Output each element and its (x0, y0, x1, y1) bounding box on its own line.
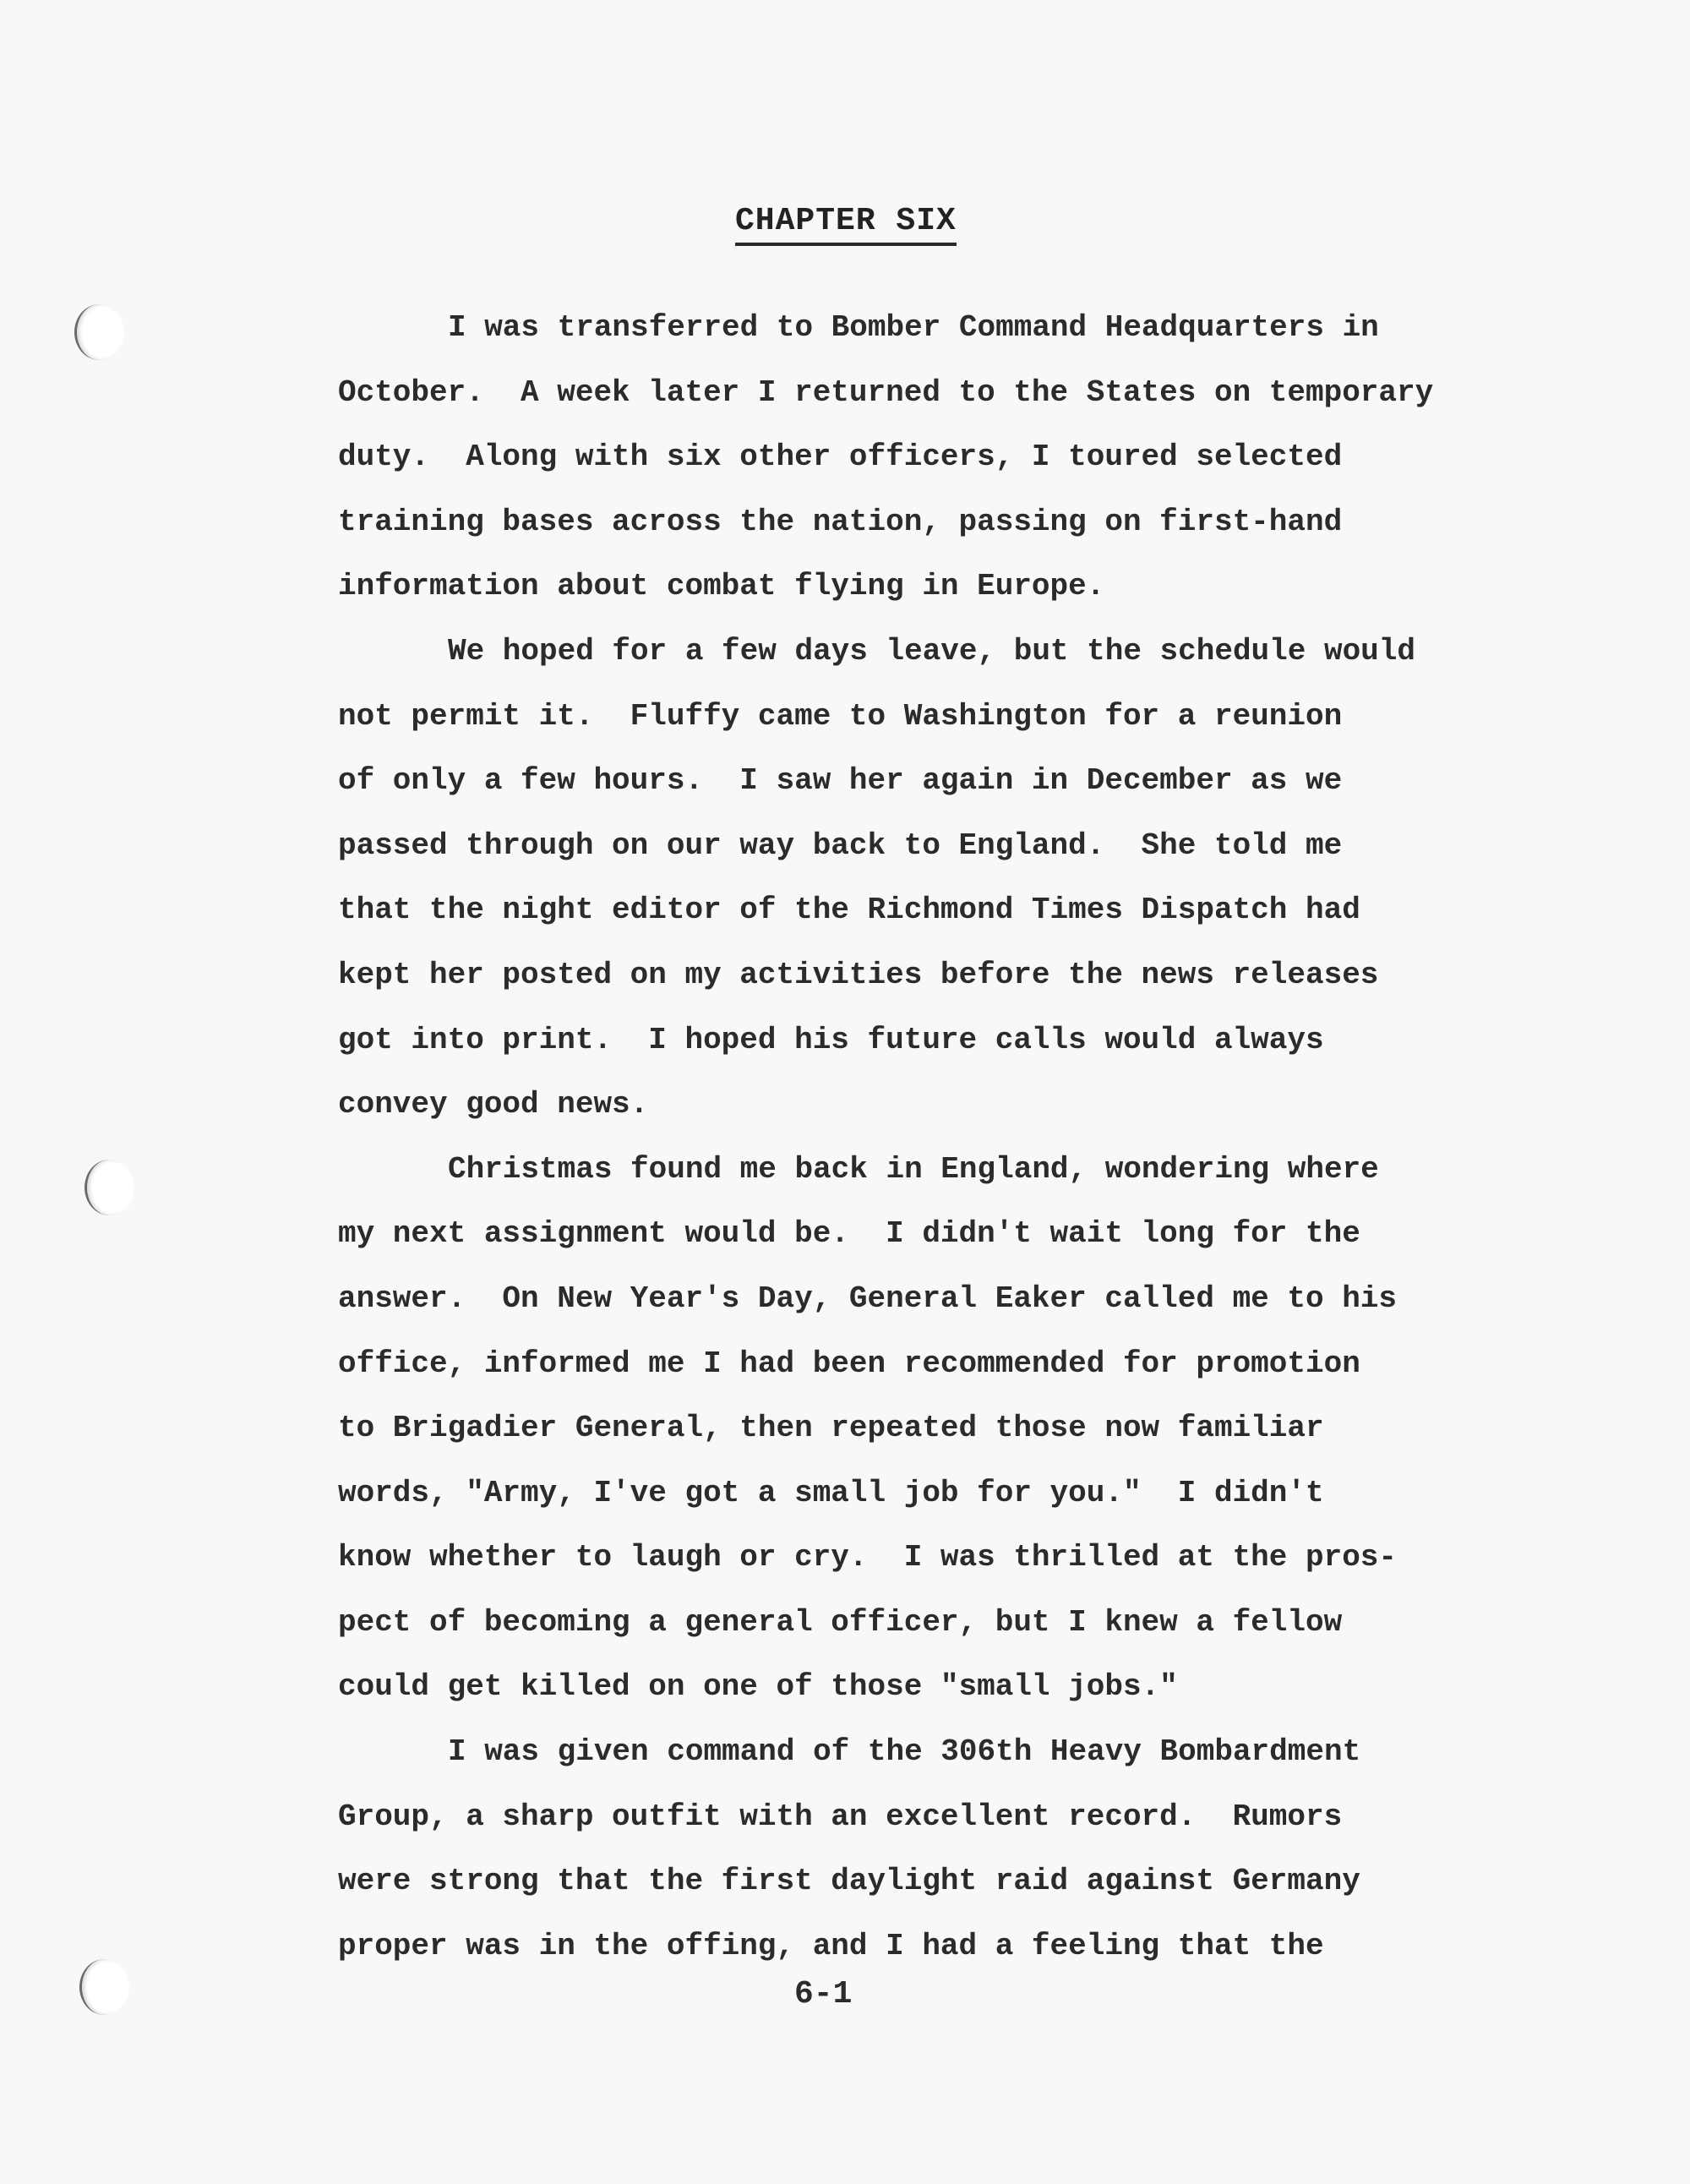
text-line: pect of becoming a general officer, but I knew a fellow (338, 1604, 1343, 1640)
text-line: information about combat flying in Europe. (338, 569, 1105, 604)
text-line: kept her posted on my activities before the news releases (338, 957, 1379, 992)
page-number: 6-1 (794, 1976, 853, 2012)
text-line: We hoped for a few days leave, but the schedule would (448, 633, 1415, 669)
text-line: duty. Along with six other officers, I toured selected (338, 440, 1343, 475)
text-line: training bases across the nation, passing on first-hand (338, 504, 1343, 539)
punch-hole (74, 304, 124, 360)
text-line: I was given command of the 306th Heavy Bombardment (448, 1734, 1361, 1770)
text-line: proper was in the offing, and I had a feeling that the (338, 1928, 1324, 1963)
body-text (338, 296, 1529, 1979)
text-line: my next assignment would be. I didn't wait long for the (338, 1216, 1360, 1252)
text-line: that the night editor of the Richmond Times Dispatch had (338, 893, 1360, 928)
text-line: words, "Army, I've got a small job for you." I didn't (338, 1475, 1324, 1510)
text-line: Group, a sharp outfit with an excellent record. Rumors (338, 1799, 1343, 1834)
text-line: got into print. I hoped his future calls would always (338, 1022, 1324, 1057)
text-line: know whether to laugh or cry. I was thrilled at the pros- (338, 1540, 1398, 1575)
text-line: could get killed on one of those "small jobs." (338, 1669, 1178, 1705)
text-line: answer. On New Year's Day, General Eaker called me to his (338, 1280, 1398, 1316)
text-line: not permit it. Fluffy came to Washington for a reunion (338, 698, 1343, 734)
text-line: to Brigadier General, then repeated those now familiar (338, 1411, 1324, 1446)
text-line: were strong that the first daylight raid against Germany (338, 1864, 1360, 1899)
text-line: of only a few hours. I saw her again in December as we (338, 763, 1343, 799)
text-line: October. A week later I returned to the States on temporary (338, 374, 1434, 410)
text-line: Christmas found me back in England, wondering where (448, 1151, 1379, 1187)
text-line: passed through on our way back to England. She told me (338, 827, 1343, 863)
chapter-title: CHAPTER SIX (735, 203, 957, 246)
punch-hole (84, 1160, 134, 1215)
punch-hole (79, 1959, 129, 2015)
text-line: I was transferred to Bomber Command Headquarters in (448, 310, 1379, 345)
text-line: convey good news. (338, 1087, 649, 1122)
text-line: office, informed me I had been recommended for promotion (338, 1346, 1360, 1381)
